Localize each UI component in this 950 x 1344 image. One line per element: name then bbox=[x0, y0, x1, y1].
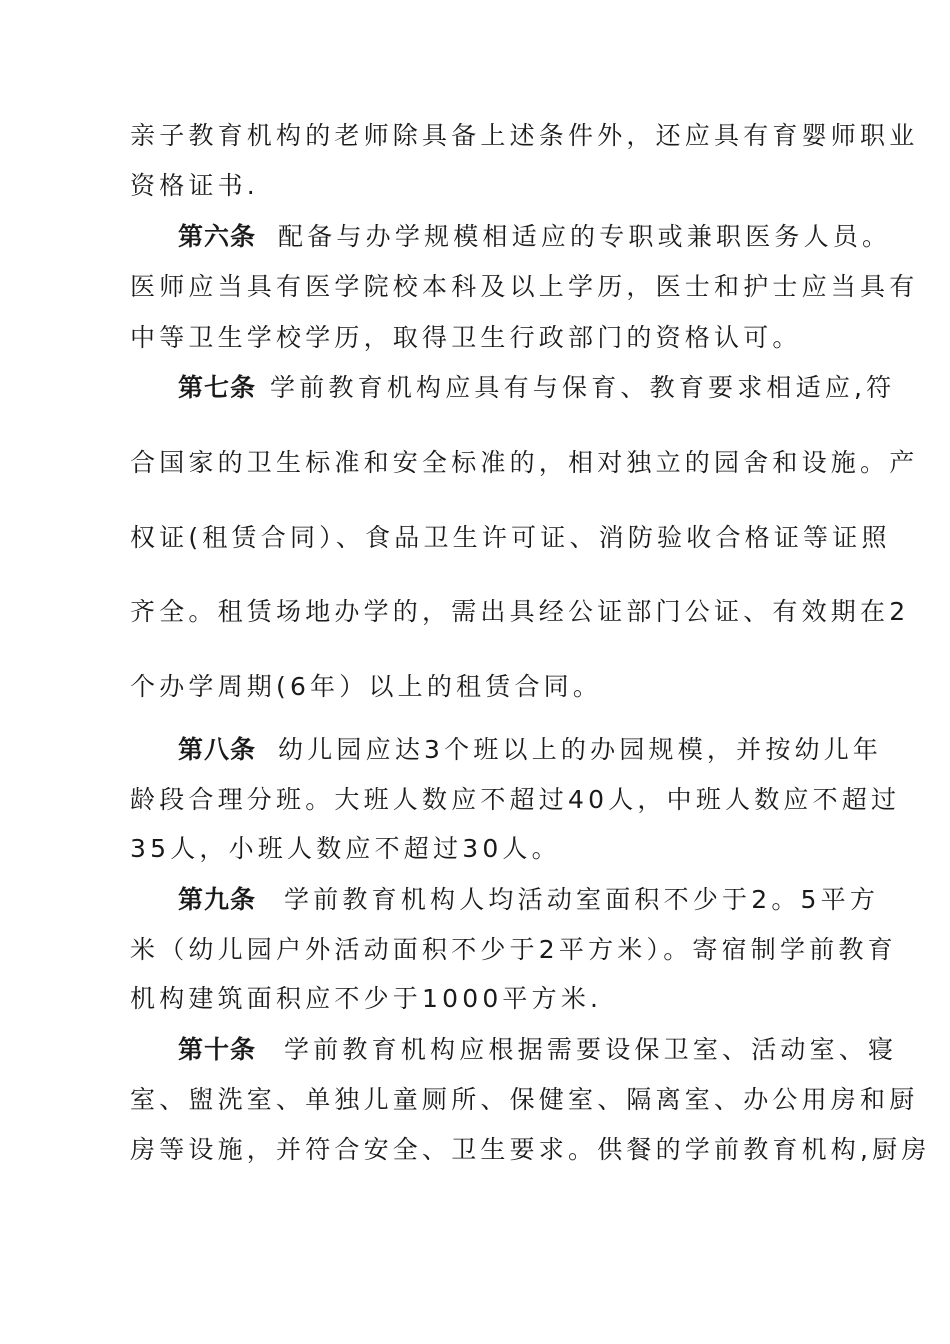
body-line bbox=[130, 447, 918, 479]
body-line bbox=[130, 522, 891, 554]
line-text: 幼儿园应达3个班以上的办园规模，并按幼儿年 bbox=[278, 735, 883, 764]
body-line bbox=[130, 934, 897, 966]
body-line bbox=[130, 271, 918, 303]
line-text: 室、盥洗室、单独儿童厕所、保健室、隔离室、办公用房和厨 bbox=[130, 1085, 919, 1114]
body-line bbox=[130, 784, 900, 816]
line-text: 米（幼儿园户外活动面积不少于2平方米）。寄宿制学前教育 bbox=[130, 935, 897, 964]
line-text: 亲子教育机构的老师除具备上述条件外，还应具有育婴师职业 bbox=[130, 121, 919, 150]
body-line bbox=[130, 671, 602, 703]
article-6-heading: 第六条 bbox=[178, 222, 257, 251]
article-6-line bbox=[178, 221, 891, 253]
line-text: 权证(租赁合同）、食品卫生许可证、消防验收合格证等证照 bbox=[130, 523, 891, 552]
article-8-line bbox=[178, 734, 882, 766]
body-line bbox=[130, 170, 259, 202]
body-line bbox=[130, 1084, 918, 1116]
article-10-line bbox=[178, 1034, 897, 1066]
line-text: 齐全。租赁场地办学的，需出具经公证部门公证、有效期在2 bbox=[130, 597, 910, 626]
article-7-heading: 第七条 bbox=[178, 373, 257, 402]
article-9-line bbox=[178, 884, 879, 916]
line-text: 学前教育机构人均活动室面积不少于2。5平方 bbox=[284, 885, 880, 914]
line-text: 机构建筑面积应不少于1000平方米. bbox=[130, 984, 603, 1013]
body-line bbox=[130, 1134, 931, 1166]
line-text: 中等卫生学校学历，取得卫生行政部门的资格认可。 bbox=[130, 323, 802, 352]
body-line bbox=[130, 120, 918, 152]
article-7-line bbox=[178, 372, 895, 404]
line-text: 龄段合理分班。大班人数应不超过40人，中班人数应不超过 bbox=[130, 785, 901, 814]
article-10-heading: 第十条 bbox=[178, 1035, 257, 1064]
line-text: 学前教育机构应具有与保育、教育要求相适应,符 bbox=[270, 373, 896, 402]
line-text: 35人，小班人数应不超过30人。 bbox=[130, 834, 561, 863]
line-text: 学前教育机构应根据需要设保卫室、活动室、寝 bbox=[284, 1035, 898, 1064]
line-text: 资格证书. bbox=[130, 171, 259, 200]
body-line bbox=[130, 983, 602, 1015]
article-9-heading: 第九条 bbox=[178, 885, 257, 914]
line-text: 医师应当具有医学院校本科及以上学历，医士和护士应当具有 bbox=[130, 272, 919, 301]
line-text: 配备与办学规模相适应的专职或兼职医务人员。 bbox=[278, 222, 892, 251]
body-line bbox=[130, 833, 561, 865]
body-line bbox=[130, 596, 909, 628]
article-8-heading: 第八条 bbox=[178, 735, 257, 764]
body-line bbox=[130, 322, 802, 354]
line-text: 合国家的卫生标准和安全标准的，相对独立的园舍和设施。产 bbox=[130, 448, 919, 477]
line-text: 个办学周期(6年）以上的租赁合同。 bbox=[130, 672, 603, 701]
line-text: 房等设施，并符合安全、卫生要求。供餐的学前教育机构,厨房 bbox=[130, 1135, 931, 1164]
